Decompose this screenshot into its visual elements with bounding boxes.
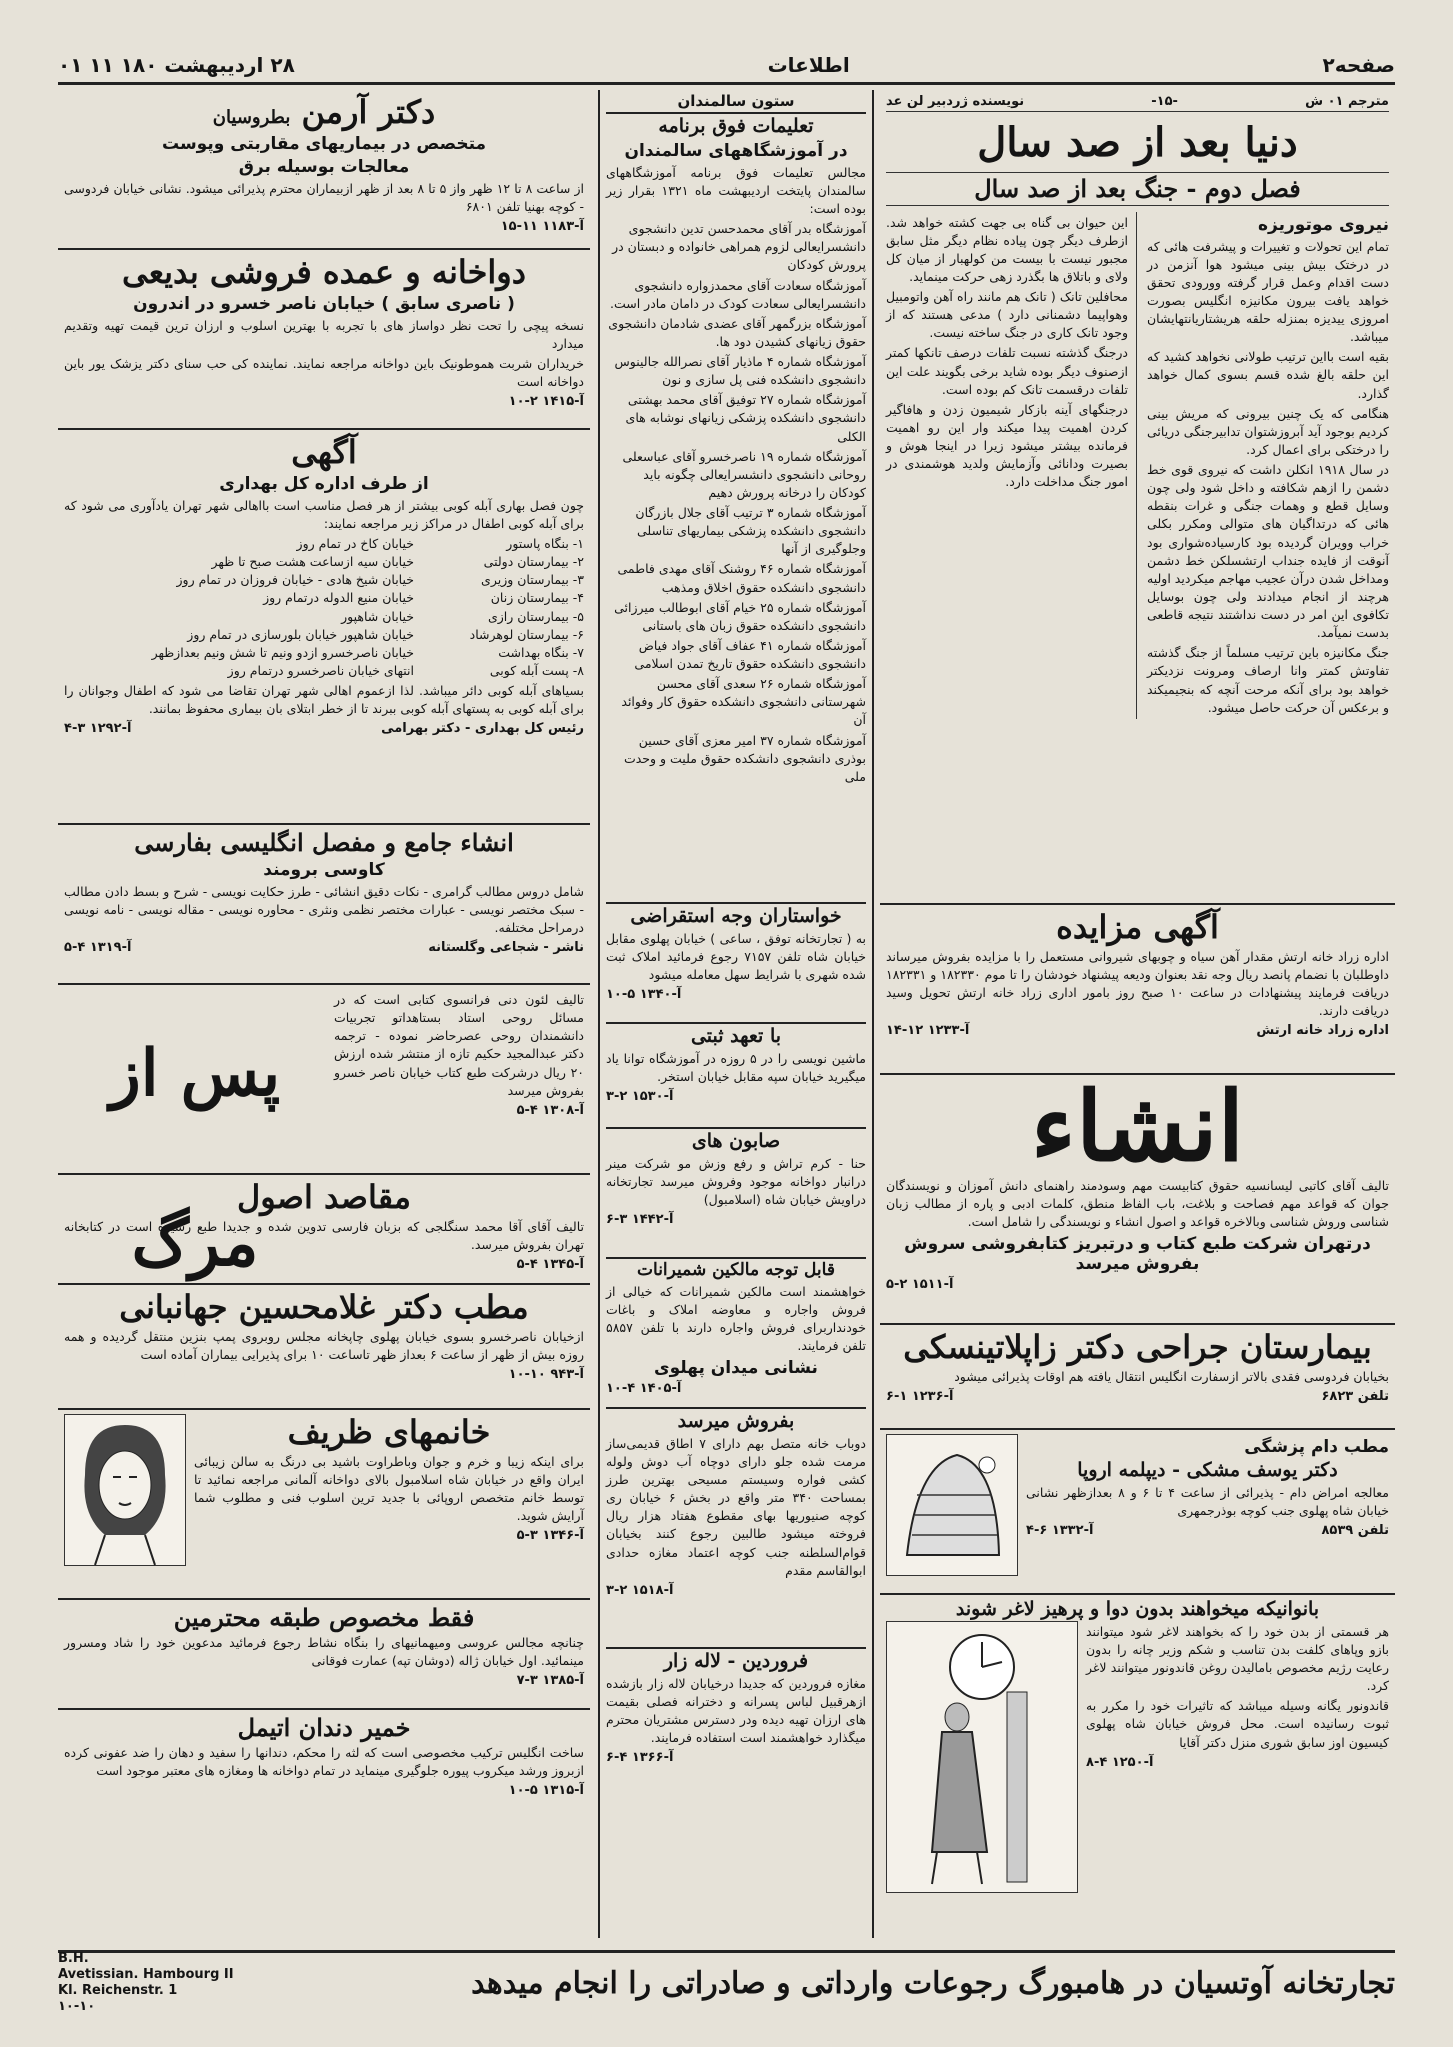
ad-dr-armen [58, 90, 590, 250]
ad-code: آ-۱۳۱۵ ۵-۱۰ [508, 1782, 584, 1798]
vaccination-center-row [64, 662, 584, 680]
ad-body: حنا - کرم تراش و رفع وزش مو شرکت مینر درانبار دواخانه موجود وفروش میرسد تجارتخانه دراویش خیابان شاه (اسلامبول) [606, 1155, 866, 1208]
article-paragraph: در سال ۱۹۱۸ انکلن داشت که نیروی قوی خط دشمن را ازهم شکافته و داخل شود ولی چون وسایل قطع و وهمات جنگی و غرات بنقطه هائی که درتداگیان های متوالی ومکرر بکلی خراب وویران گردیده بود کارسیاده‌شواری بود آنوقت از فایده جنداب ارتشسلکن خط دشمن ومداخل شدن درآن عجیب مهاجم میکردید اولیه هرچند از انجام میدادند ولی چون بوسایل تکافوی این امر در دست نداشتند نتیجه قاطعی بدست نمیآمد. [1147, 462, 1389, 641]
list-item: آموزشگاه سعادت آقای محمدزواره دانشجوی دانشسرایعالی سعادت کودک در دامان مادر است. [609, 277, 866, 311]
program-list [606, 220, 866, 786]
ad-code: آ-۱۳۶۶ ۴-۶ [606, 1750, 674, 1766]
right-column [880, 90, 1395, 1938]
ad-title: خانمهای ظریف [287, 1413, 491, 1451]
ad-title: دکتر یوسف مشکی - دیپلمه اروپا [1077, 1459, 1338, 1481]
center-address: خیابان شاهپور [341, 608, 414, 624]
center-address: خیابان سیه ازساعت هشت صبح تا ظهر [211, 554, 414, 570]
center-address: خیابان کاخ در تمام روز [296, 536, 414, 552]
ad-title: انشاء جامع و مفصل انگلیسی بفارسی [134, 828, 514, 857]
ad-shimiranat [606, 1259, 866, 1409]
ad-code: آ-۱۳۳۲ ۶-۴ [1026, 1523, 1094, 1539]
list-item: آموزشگاه شماره ۲۶ سعدی آقای محسن شهرستانی دانشجوی دانشکده حقوق کار وفوائد آن [621, 676, 866, 728]
center-address: انتهای خیابان ناصرخسرو درتمام روز [227, 662, 414, 678]
center-address: خیابان منیع الدوله درتمام روز [263, 590, 414, 606]
ad-code: آ-۱۲۳۳ ۱۲-۱۴ [886, 1023, 970, 1039]
ad-body: بخیابان فردوسی فقدی بالاتر ازسفارت انگلیس انتقال یافته هم اوقات پذیرائی میشود [954, 1368, 1389, 1384]
middle-column [598, 90, 874, 1938]
doctor-cap-illustration [886, 1434, 1018, 1576]
article-paragraph: درجنگ گذشته نسبت تلفات درصف تانکها کمتر ازصنوف دیگر بوده شاید برخی بگویند علت این تلفات درقسمت تانک کم بوده است. [886, 345, 1128, 397]
ad-body: ماشین نویسی را در ۵ روزه در آموزشگاه توانا یاد میگیرید خیابان سپه مقابل خیابان استخر. [606, 1050, 866, 1084]
ad-vet-clinic [880, 1430, 1395, 1595]
ad-body: خریداران شربت هموطونیک باین دواخانه مراجعه نمایند. نماینده کی حب سنای دکتر یزشک یور باین دواخانه است [64, 356, 584, 390]
ad-code: آ-۱۳۴۰ ۵-۱۰ [606, 987, 682, 1003]
center-name: ۶- بیمارستان لوهرشاد [469, 626, 584, 642]
vaccination-center-row [64, 571, 584, 589]
ad-code: آ-۱۳۱۹ ۴-۵ [64, 939, 132, 955]
footer-address: B.H. Avetissian. Hambourg II Kl. Reichenstr. 1 ۱۰-۱۰ [58, 1950, 234, 2015]
center-name: ۷- بنگاه بهداشت [498, 644, 584, 660]
ad-code: آ-۱۳۴۵ ۴-۵ [516, 1257, 584, 1273]
ad-body: تالیف لئون دنی فرانسوی کتابی است که در مسائل روحی استاد بستاهداتو تجربیات دانشمندان روحی عصرحاضر نموده - ترجمه دکتر عبدالمجید حکیم تازه از منتشر شده ارزش ۲۰ ریال درشرکت طبع کتاب خیابان ناصر خسرو بفروش میرسد [334, 992, 584, 1098]
ad-dr-jahanbani [58, 1285, 590, 1410]
ad-code: آ-۱۵۳۰ ۲-۳ [606, 1089, 674, 1105]
list-item: آموزشگاه شماره ۴۶ روشنک آقای مهدی فاطمی دانشجوی دانشکده حقوق اخلاق ومذهب [617, 561, 866, 595]
ad-body: دوباب خانه متصل بهم دارای ۷ اطاق قدیمی‌ساز مرمت شده جلو دارای دوچاه آب دوش ولوله کشی فواره وسیستم مسیحی بهترین طرز بمساحت ۳۴۰ متر واقع در بخش ۶ خیابان ری کوچه صنیوریها بهای مقطوع هفتاد هزار ریال فروخته میشود طالبین رجوع کنند بخیابان قوام‌السلطنه جنب کوچه اعتماد مغازه حدادی ابوالقاسم مقدم [606, 1435, 866, 1578]
ad-nashat-hall [58, 1600, 590, 1710]
ad-title: انشاء [1030, 1070, 1245, 1183]
article-paragraph: تمام این تحولات و تغییرات و پیشرفت هائی که در درختک بیش بینی میشود هوا آنزمن در دست اقدام وعمل قرار گرفته وورودی تحقق خواهد یافت بیرون مکانیزه انگلیس بصورت امروزی ییدیزه بمنزله حلقه هریشتاریانتهایشان میباشد. [1147, 238, 1389, 345]
ad-code: آ-۱۵۱۱ ۲-۵ [886, 1277, 954, 1293]
list-item: آموزشگاه شماره ۴ ماذیار آقای نصرالله جالینوس دانشجوی دانشکده فنی پل سازی و نون [614, 354, 866, 388]
center-name: ۲- بیمارستان دولتی [483, 554, 584, 570]
ad-auction [880, 905, 1395, 1075]
ad-body: هر قسمتی از بدن خود را که بخواهند لاغر شود میتوانند بازو وپاهای کلفت بدن تناسب و شکم وزیر چانه را بدون رعایت رژیم مخصوص بامالیدن روغن قاندونور میتوانند لاغر کرد. [1086, 1623, 1389, 1694]
vaccination-center-row [64, 553, 584, 571]
ad-address: نشانی میدان پهلوی [654, 1358, 818, 1379]
ad-publisher: درتهران شرکت طبع کتاب و درتبریز کتابفروشی سروش بفروش میرسد [904, 1234, 1371, 1275]
paper-name: اطلاعات [767, 53, 850, 77]
ad-code: آ-۱۳۸۵ ۳-۷ [516, 1672, 584, 1688]
ad-title: فقط مخصوص طبقه محترمین [173, 1603, 475, 1632]
ad-code: آ-۱۴۱۵ ۲-۱۰ [508, 394, 584, 410]
ad-body: چون فصل بهاری آبله کوبی بیشتر از هر فصل مناسب است بااهالی شهر تهران یادآوری می شود که برای آبله کوبی اطفال در مراکز زیر مراجعه نمایند: [64, 497, 584, 531]
vaccination-center-row [64, 535, 584, 553]
ad-body: قاندونور یگانه وسیله میباشد که تاثیرات خود را مکرر به ثبوت رسانیده است. محل فروش خیابان شاه پهلوی کیسیون اوز سابق شوری منزل دکتر آقایا [1086, 1698, 1389, 1750]
ad-title: دواخانه و عمده فروشی بدیعی [122, 253, 526, 291]
ad-body: ازخیابان ناصرخسرو بسوی خیابان پهلوی چاپخانه مجلس روبروی پمپ بنزین منتقل گردیده و همه روزه بیش از ظهر از ساعت ۶ بعداز ظهر تاساعت ۱۰ برای پذیرایی بیماران آماده است [64, 1328, 584, 1362]
ad-soap [606, 1129, 866, 1259]
ad-title: بفروش میرسد [677, 1410, 795, 1432]
ad-farvardin-shop [606, 1649, 866, 1809]
ad-code: آ-۱۲۳۶ ۱-۶ [886, 1388, 954, 1404]
ad-title: آگهی [291, 433, 357, 471]
ad-publisher: ناشر - شجاعی وگلستانه [428, 939, 584, 955]
ad-beauty-salon [58, 1410, 590, 1600]
ad-title: صابون های [691, 1130, 781, 1152]
page-number: صفحه۲ [1322, 53, 1395, 77]
ad-title: مطب دکتر غلامحسین جهانبانی [119, 1288, 529, 1326]
article-paragraph: محافلین تانک ( تانک هم مانند راه آهن واتومبیل وهواپیما دشمنانی دارد ) مدعی هستند که از وجود تانک کاری در جنگ ساخته نیست. [886, 289, 1128, 341]
ad-title: مقاصد اصول [236, 1178, 412, 1216]
vaccination-center-row [64, 644, 584, 662]
center-address: خیابان شیخ هادی - خیابان فروزان در تمام روز [176, 572, 414, 588]
ad-code: آ-۱۴۴۲ ۳-۶ [606, 1212, 674, 1228]
article-section: نیروی موتوریزه [1258, 214, 1389, 235]
ad-body: خواهشمند است مالکین شمیرانات که خیالی از فروش واجاره و معاوضه املاک و باغات خودنداربرای فروش واجاره دارند با تلفن ۵۸۵۷ تلفن فرمایند. [606, 1283, 866, 1353]
ad-code: آ-۱۲۵۰ ۴-۸ [1086, 1754, 1154, 1770]
ad-body: مغازه فروردین که جدیدا درخیابان لاله زار بازشده ازهرقبیل لباس پسرانه و دخترانه فصلی بقیمت های ارزان تهیه دیده ودر دسترس مشتریان محترم میگذارد خواهشمند است استفاده فرمایند. [606, 1675, 866, 1746]
list-item: آموزشگاه شماره ۱۹ ناصرخسرو آقای عباسعلی روحانی دانشجوی دانشسرایعالی چگونه باید کودکان را درخانه پرورش دهیم [622, 448, 866, 500]
ad-body: تالیف آقای کاتبی لیسانسیه حقوق کتابیست مهم وسودمند راهنمای دانش آموزان و نویسندگان جوان که قواعد مهم فصاحت و بلاغت، باب الفاظ منطق، کلمات ادبی و پاره از مطالب زبان شناسی وروش شناسی وبالاخره قواعد و اصول انشاء و نویسندگی را شامل است. [886, 1178, 1389, 1230]
ad-slimming [880, 1595, 1395, 1935]
footer-main-text: تجارتخانه آوتسیان در هامبورگ رجوعات وارداتی و صادراتی را انجام میدهد [471, 1965, 1395, 2001]
ad-body: برای اینکه زیبا و خرم و جوان وباطراوت باشید بی درنگ به سالن زیبائی ایران واقع در خیابان شاه اسلامبول بالای دواخانه آلمانی مراجعه نمائید تا توسط خانم متخصص اروپائی با جدید ترین اسلوب فنی و مطلوب شما آرایش شوید. [194, 1453, 584, 1524]
list-item: آموزشگاه شماره ۳ ترتیب آقای جلال بازرگان دانشجوی دانشکده پزشکی بیماریهای تناسلی وجلوگیری از آنها [635, 505, 866, 557]
ad-loan [606, 904, 866, 1024]
center-name: ۴- بیمارستان زنان [490, 590, 584, 606]
ad-title: بیمارستان جراحی دکتر زاپلاتینسکی [903, 1328, 1372, 1366]
ad-subtitle: معالجات بوسیله برق [238, 156, 410, 177]
ad-phone: تلفن ۸۵۳۹ [1321, 1523, 1389, 1539]
program-subtitle: در آموزشگاههای سالمندان [624, 140, 848, 161]
program-intro: مجالس تعلیمات فوق برنامه آموزشگاههای سالمندان پایتخت اردیبهشت ماه ۱۳۲۱ بقرار زیر بوده است: [606, 164, 866, 217]
ad-title: خمیر دندان اتیمل [237, 1713, 411, 1742]
list-item: آموزشگاه شماره ۴۱ عفاف آقای جواد فیاض دانشجوی دانشکده حقوق تاریخ تمدن اسلامی [634, 637, 866, 672]
ad-body: نسخه پیچی را تحت نظر دواساز های با تجربه با بهترین اسلوب و ارزان ترین قیمت تهیه وتقدیم میدارد [64, 317, 584, 351]
page-header [58, 48, 1395, 85]
ad-code: آ-۱۳۴۶ ۳-۵ [516, 1528, 584, 1544]
ad-code: آ-۹۴۳ ۱۰-۱۰ [508, 1367, 584, 1383]
ad-code: آ-۱۳۰۸ ۴-۵ [516, 1102, 584, 1118]
ad-title: خواستاران وجه استقراضی [630, 905, 842, 927]
ad-typing-school [606, 1024, 866, 1129]
ad-title: آگهی مزایده [1056, 908, 1219, 946]
center-name: ۸- پست آبله کوبی [489, 662, 584, 678]
ad-principles-book [58, 1175, 590, 1285]
ad-title: قابل توجه مالکین شمیرانات [637, 1260, 835, 1280]
ad-insha-book [880, 1070, 1395, 1325]
article-paragraph: این حیوان بی گناه بی جهت کشته خواهد شد. ازطرف دیگر چون پیاده نظام دیگر مثل سابق مجبور نیست با بیست من کولهبار از میان کل ولای و باتلاق ها بگذرد زهی حرکت مینماید. [886, 214, 1128, 284]
ad-title-suffix: بطروسیان [212, 107, 291, 128]
ad-body: چنانچه مجالس عروسی ومیهمانیهای را بنگاه نشاط رجوع فرمائید مدعوین خود را شاد ومسرور مینمائید. اول خیابان ژاله (دوشان تپه) عمارت فوقانی [64, 1634, 584, 1668]
ad-code: آ-۱۱۸۳ ۱۱-۱۵ [500, 219, 584, 235]
article-paragraph: بقیه است بااین ترتیب طولانی نخواهد کشید که این حلقه بالغ شده قسم بسوی کمال خواهد گذارد. [1147, 349, 1389, 401]
ad-body: شامل دروس مطالب گرامری - نکات دقیق انشائی - طرز حکایت نویسی - شرح و بسط دادن مطالب - سبک مختصر نویسی - عبارات مختصر نظمی ونثری - محاوره نویسی - مقاله نویسی - نامه نویسی درمراحل مختلفه. [64, 883, 584, 935]
woman-portrait-illustration [64, 1414, 186, 1566]
ad-hospital [880, 1325, 1395, 1430]
ad-subtitle: از طرف اداره کل بهداری [219, 473, 429, 494]
ad-title: با تعهد ثبتی [690, 1025, 782, 1047]
ad-subtitle: متخصص در بیماریهای مقاربتی وپوست [161, 133, 487, 154]
list-item: آموزشگاه شماره ۳۷ امیر معزی آقای حسین بوذری دانشجوی دانشکده حقوق ملیت و وحدت ملی [623, 732, 866, 784]
program-title: تعلیمات فوق برنامه [658, 115, 814, 137]
footer-banner [58, 1950, 1395, 2013]
center-name: ۵- بیمارستان رازی [487, 608, 584, 624]
article-subtitle: فصل دوم - جنگ بعد از صد سال [886, 172, 1389, 206]
center-address: خیابان شاهپور خیابان بلورسازی در تمام روز [187, 626, 414, 642]
ad-toothpaste [58, 1710, 590, 1828]
article-world-after-century [880, 90, 1395, 905]
article-title: دنیا بعد از صد سال [977, 119, 1298, 166]
ad-title: پس از مرگ [109, 1036, 281, 1281]
left-column [58, 90, 590, 1938]
section-head: ستون سالمندان [606, 90, 866, 114]
article-meta: مترجم ۰۱ ش -۱۵- نویسنده ژردبیر لن عد [886, 94, 1389, 112]
ad-code: آ-۱۵۱۸ ۲-۳ [606, 1582, 674, 1598]
center-name: ۳- بیمارستان وزیری [481, 572, 584, 588]
ad-subtitle: ( ناصری سابق ) خیابان ناصر خسرو در اندرون [133, 293, 515, 314]
ad-body: از ساعت ۸ تا ۱۲ ظهر واز ۵ تا ۸ بعد از ظهر ازبیماران محترم پذیرائی میشود. نشانی خیابان فردوسی - کوچه بهنیا تلفن ۶۸۰۱ [64, 180, 584, 214]
ad-health-notice [58, 430, 590, 825]
vaccination-center-row [64, 589, 584, 607]
ad-footer: رئیس کل بهداری - دکتر بهرامی [381, 721, 584, 737]
ad-house-sale [606, 1409, 866, 1649]
ad-title: فروردین - لاله زار [663, 1650, 809, 1672]
ad-phone: تلفن ۶۸۲۳ [1321, 1388, 1389, 1404]
ad-footer: اداره زراد خانه ارتش [1256, 1023, 1389, 1039]
ad-body: تالیف آقای آقا محمد سنگلجی که بزبان فارسی تدوین شده و جدیدا طبع رسیده است در کتابخانه تهران بفروش میرسد. [64, 1218, 584, 1252]
woman-scale-illustration [886, 1621, 1078, 1893]
ad-english-book [58, 825, 590, 985]
vaccination-center-row [64, 626, 584, 644]
list-item: آموزشگاه بدر آقای محمدحسن تدین دانشجوی دانشسرایعالی لزوم همراهی خانواده و دبستان در پرورش کودکان [612, 221, 866, 273]
vaccination-center-row [64, 608, 584, 626]
list-item: آموزشگاه بزرگمهر آقای عضدی شادمان دانشجوی حقوق زیانهای کشیدن دود ها. [608, 315, 866, 349]
article-paragraph: جنگ مکانیزه باین ترتیب مسلماً از جنگ گذشته تفاوتش کمتر وانا ارصاف ومرونت نزدیکتر خواهد بود برای آنکه مرحت آنچه که بنجیمیکند و برعکس آن حرکت حاصل میشود. [1147, 645, 1389, 715]
ad-label: مطب دام پزشگی [1244, 1437, 1389, 1457]
article-paragraph: درجنگهای آینه بازکار شیمیون زدن و هافاگیر کردن اهمیت پیدا میکند وار این رو اهمیت فرمانده بیشتر میشود زیرا در اینجا هوش و بصیرت ودانائی وآزمایش ولدید هوشمندی در امور جنگ مداخلت دارد. [886, 401, 1128, 490]
issue-date: ۲۸ اردیبهشت ۱۸۰ ۱۱ ۰۱ [58, 53, 295, 77]
ad-badiei-pharmacy [58, 250, 590, 430]
ad-title: دکتر آرمن [301, 93, 436, 131]
list-item: آموزشگاه شماره ۲۵ خیام آقای ابوطالب میرزائی دانشجوی دانشکده حقوق زبان های باستانی [614, 599, 866, 633]
ad-code: آ-۱۴۰۵ ۴-۱۰ [606, 1381, 682, 1397]
ad-title: بانوانیکه میخواهند بدون دوا و پرهیز لاغر شوند [955, 1598, 1320, 1620]
ad-body: اداره زراد خانه ارتش مقدار آهن سیاه و چوبهای شیروانی مستعمل را با مزایده بفروش میرساند داوطلبان با نضمام پانصد ریال وجه نقد بعنوان ودیعه پیشنهاد خودشان را تا موم ۱۸۲۳۳۰ و ۱۸۲۳۳۱ دریافت فرمایند پیشنهادات در ساعت ۱۰ صبح روز بامور اداری زراد خانه ارتش تحویل وسید دریافت دارند. [886, 948, 1389, 1019]
ad-body: ساخت انگلیس ترکیب مخصوصی است که لثه را محکم، دندانها را سفید و دهان را ضد عفونی کرده ازبروز ورشد میکروب پیوره جلوگیری مینماید در تمام دواخانه ها ومغازه های معتبر موجود است [64, 1744, 584, 1778]
ad-body: به ( تجارتخانه توفق ، ساعی ) خیابان پهلوی مقابل خیابان شاه تلفن ۷۱۵۷ رجوع فرمائید املاک ثبت شده شهری با شرایط سهل معامله میشود [606, 930, 867, 983]
ad-body: بسیاهای آبله کوبی دائر میباشد. لذا ازعموم اهالی شهر تهران تقاضا می شود که اطفال وجوانان را برای آبله کوبی به پستهای آبله کوبی ببرند تا از خطر ابتلای بان بیماری محفوظ بمانند. [64, 683, 584, 717]
ad-body: معالجه امراض دام - پذیرائی از ساعت ۴ تا ۶ و ۸ بعدازظهر نشانی خیابان شاه پهلوی جنب کوچه بوذرجمهری [1026, 1484, 1389, 1518]
center-address: خیابان ناصرخسرو ازدو ونیم تا شش ونیم بعدازظهر [151, 644, 414, 660]
ad-code: آ-۱۲۹۲ ۳-۴ [64, 721, 132, 737]
ad-author: کاوسی برومند [263, 859, 385, 880]
list-item: آموزشگاه شماره ۲۷ توفیق آقای محمد بهشتی دانشجوی دانشکده پزشکی زیانهای نوشابه های الکلی [625, 392, 866, 444]
footer-code: ۱۰-۱۰ [58, 1999, 96, 2015]
article-paragraph: هنگامی که یک چنین بیرونی که مریش بینی کردیم بوجود آید آبروزشتوان تدابیرجنگی دریائی را درختکی برای اعمال کرد. [1147, 405, 1389, 457]
adult-education-program [606, 114, 866, 904]
center-name: ۱- بنگاه پاستور [506, 536, 584, 552]
vaccination-centers [64, 535, 584, 680]
